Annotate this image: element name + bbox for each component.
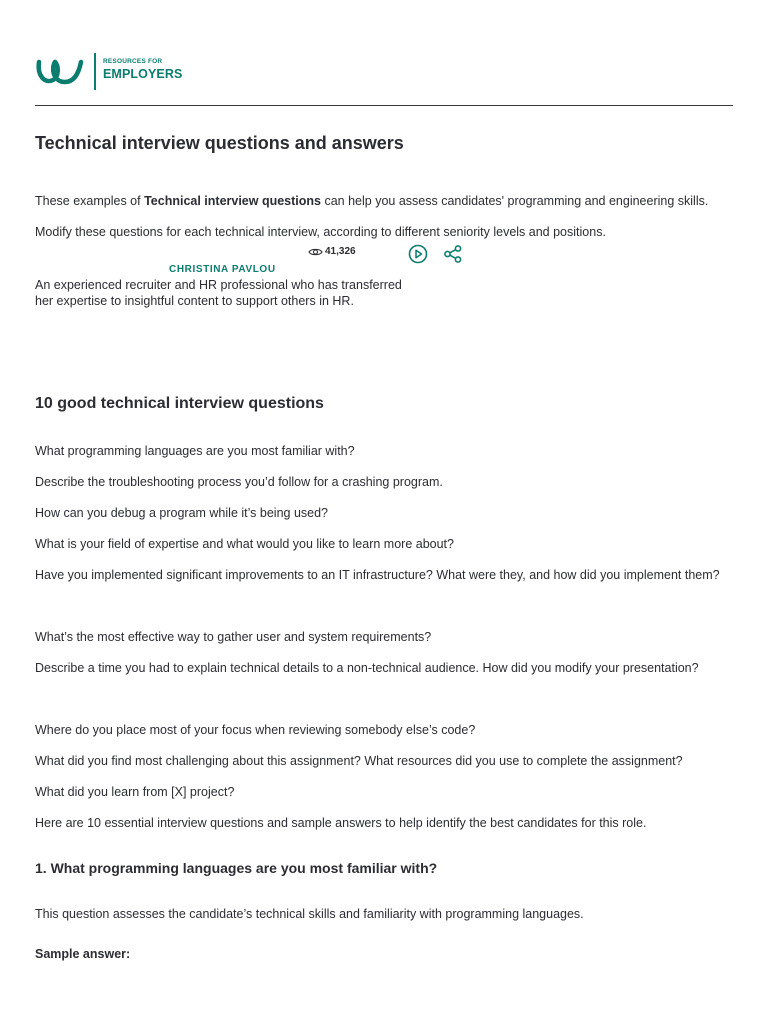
intro-suffix: can help you assess candidates' programming and engineering skills. Modify these questions for each technical interview, according to different seniority levels and positions. — [35, 194, 709, 239]
question-item: How can you debug a program while it’s being used? — [35, 506, 329, 520]
share-icon — [443, 244, 463, 264]
author-name[interactable]: CHRISTINA PAVLOU — [169, 264, 276, 275]
sample-answer-label: Sample answer: — [35, 947, 131, 961]
intro-prefix: These examples of — [35, 194, 145, 208]
questions-summary: Here are 10 essential interview questions and sample answers to help identify the best candidates for this role. — [35, 816, 647, 830]
view-count-value: 41,326 — [325, 246, 356, 257]
page-title: Technical interview questions and answers — [35, 133, 404, 153]
play-icon — [408, 244, 428, 264]
question-item: What’s the most effective way to gather user and system requirements? — [35, 630, 432, 644]
question-item: What programming languages are you most familiar with? — [35, 444, 355, 458]
question-1-heading: 1. What programming languages are you most familiar with? — [35, 860, 438, 876]
view-count — [308, 246, 356, 257]
question-item: Describe a time you had to explain technical details to a non-technical audience. How did you modify your presentation? — [35, 661, 699, 675]
question-item: What is your field of expertise and what would you like to learn more about? — [35, 537, 454, 551]
question-item: Have you implemented significant improvements to an IT infrastructure? What were they, and how did you implement them? — [35, 568, 720, 582]
question-item: Where do you place most of your focus when reviewing somebody else’s code? — [35, 723, 476, 737]
logo-subtitle: RESOURCES FOR — [103, 58, 163, 65]
intro-bold: Technical interview questions — [144, 194, 321, 208]
eye-icon — [308, 247, 323, 257]
header-divider — [35, 105, 733, 106]
question-item: What did you find most challenging about this assignment? What resources did you use to complete the assignment? — [35, 754, 683, 768]
share-button[interactable] — [443, 244, 463, 269]
logo-divider — [94, 53, 96, 90]
author-bio: An experienced recruiter and HR professional who has transferred her expertise to insightful content to support others in HR. — [35, 278, 402, 308]
brand-logo[interactable] — [35, 52, 185, 92]
brand-logo-icon — [35, 54, 87, 90]
question-1-assessment: This question assesses the candidate’s technical skills and familiarity with programming languages. — [35, 907, 584, 921]
logo-title: EMPLOYERS — [103, 67, 183, 81]
questions-heading: 10 good technical interview questions — [35, 395, 324, 412]
question-item: Describe the troubleshooting process you’d follow for a crashing program. — [35, 475, 443, 489]
question-item: What did you learn from [X] project? — [35, 785, 235, 799]
play-audio-button[interactable] — [408, 244, 428, 269]
intro-paragraph — [35, 186, 725, 248]
